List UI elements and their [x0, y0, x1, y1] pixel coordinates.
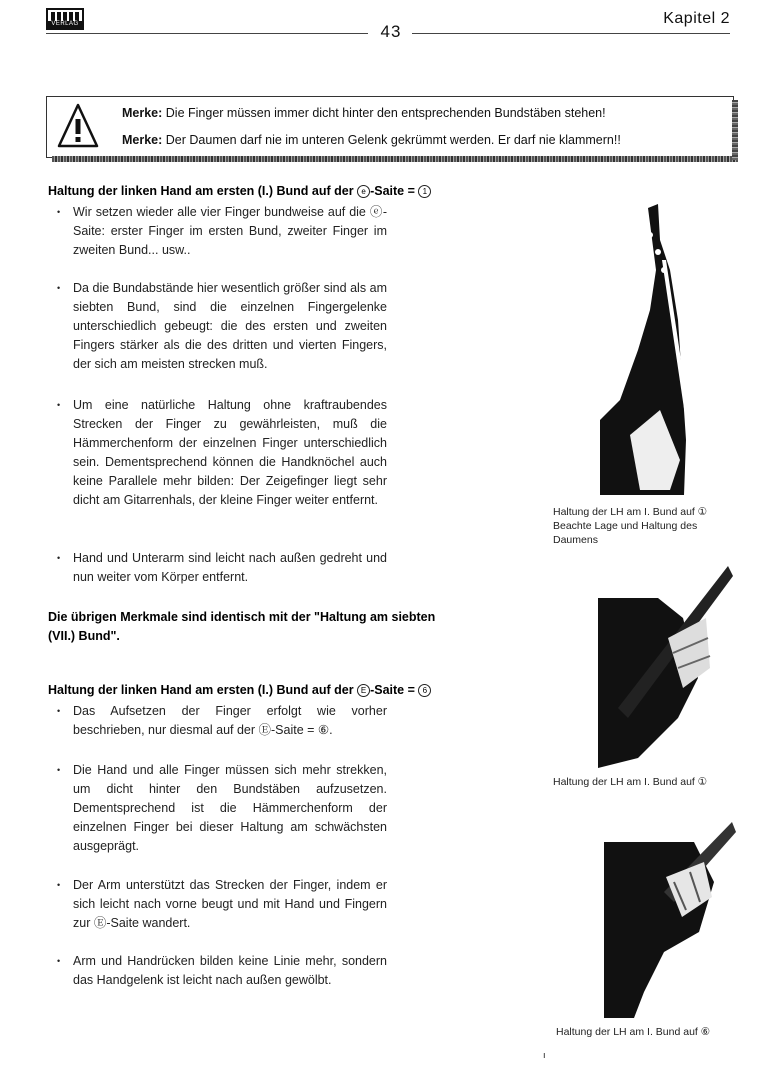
bullet-text: Die Hand und alle Finger müssen sich mehr strekken, um dicht hinter den Bundstäben aufzusetzen. Dementsprechend ist die Hämmerchenform der einzelnen Finger bei dieser Haltung am schwächsten ausgeprägt.	[73, 763, 387, 853]
list-item	[57, 952, 387, 990]
logo-text: VERLAG	[48, 21, 82, 28]
note-label: Merke:	[122, 106, 163, 120]
bullet-icon: •	[57, 706, 61, 716]
string-circle: e	[357, 185, 370, 198]
bullet-text: Das Aufsetzen der Finger erfolgt wie vorher beschrieben, nur diesmal auf der Ⓔ-Saite = ⑥.	[73, 704, 387, 737]
note-box-shadow	[52, 156, 738, 162]
note-label: Merke:	[122, 133, 163, 147]
guitar-hand-photo-3	[604, 822, 736, 1018]
number-circle: 6	[418, 684, 431, 697]
list-item	[57, 549, 387, 587]
list-item	[57, 761, 387, 856]
header-rule-left	[46, 33, 368, 34]
string-circle: E	[357, 684, 370, 697]
header-rule-right	[412, 33, 730, 34]
bullet-icon: •	[57, 207, 61, 217]
list-item	[57, 396, 387, 510]
bullet-text: Arm und Handrücken bilden keine Linie mehr, sondern das Handgelenk ist leicht nach außen gewölbt.	[73, 954, 387, 987]
summary-paragraph: Die übrigen Merkmale sind identisch mit der "Haltung am siebten (VII.) Bund".	[48, 610, 436, 643]
section-heading: Haltung der linken Hand am ersten (I.) Bund auf der e -Saite = 1	[48, 184, 431, 198]
publisher-logo	[46, 8, 84, 30]
bullet-icon: •	[57, 283, 61, 293]
list-item	[57, 203, 387, 260]
chapter-title: Kapitel 2	[663, 10, 730, 27]
note-line-2	[122, 133, 621, 147]
bullet-text: Da die Bundabstände hier wesentlich größer sind als am siebten Bund, sind die einzelnen Fingergelenke unterschiedlich gebeugt: die des ersten und zweiten Fingers stärker als die des dritten und vierten Fingers, der sich am meisten strecken muß.	[73, 281, 387, 371]
guitar-hand-photo-2	[598, 558, 733, 768]
warning-triangle-icon	[56, 102, 100, 150]
number-circle: 1	[418, 185, 431, 198]
photo-caption: Haltung der LH am I. Bund auf ① Beachte Lage und Haltung des Daumens	[553, 506, 708, 546]
footer-mark: ı	[543, 1050, 546, 1060]
bullet-text: Der Arm unterstützt das Strecken der Finger, indem er sich leicht nach vorne beugt und mit Hand und Fingern zur Ⓔ-Saite wandert.	[73, 878, 387, 930]
list-item	[57, 279, 387, 374]
bullet-icon: •	[57, 400, 61, 410]
note-line-1	[122, 106, 606, 120]
bullet-icon: •	[57, 765, 61, 775]
list-item	[57, 702, 387, 740]
bullet-text: Wir setzen wieder alle vier Finger bundweise auf die ⓔ-Saite: erster Finger im ersten Bund, zweiter Finger im zweiten Bund... usw..	[73, 205, 387, 257]
photo-caption: Haltung der LH am I. Bund auf ⑥	[556, 1026, 711, 1038]
note-text: Die Finger müssen immer dicht hinter den entsprechenden Bundstäben stehen!	[162, 106, 606, 120]
bullet-text: Um eine natürliche Haltung ohne kraftraubendes Strecken der Finger zu gewährleisten, muß die Hämmerchenform der einzelnen Finger unterschiedlich sein. Dementsprechend können die Handknöchel auch keine Parallele mehr bilden: Der Zeigefinger liegt sehr dicht am Gitarrenhals, der kleine Finger weiter entfernt.	[73, 398, 387, 507]
bullet-icon: •	[57, 553, 61, 563]
list-item	[57, 876, 387, 933]
photo-caption: Haltung der LH am I. Bund auf ①	[553, 776, 708, 788]
bullet-icon: •	[57, 880, 61, 890]
bullet-text: Hand und Unterarm sind leicht nach außen gedreht und nun weiter vom Körper entfernt.	[73, 551, 387, 584]
page-number: 43	[380, 22, 402, 41]
bullet-icon: •	[57, 956, 61, 966]
section-heading: Haltung der linken Hand am ersten (I.) Bund auf der E -Saite = 6	[48, 683, 431, 697]
note-text: Der Daumen darf nie im unteren Gelenk gekrümmt werden. Er darf nie klammern!!	[162, 133, 621, 147]
guitar-hand-photo-1	[600, 200, 710, 495]
note-box-shadow-side	[732, 100, 738, 160]
